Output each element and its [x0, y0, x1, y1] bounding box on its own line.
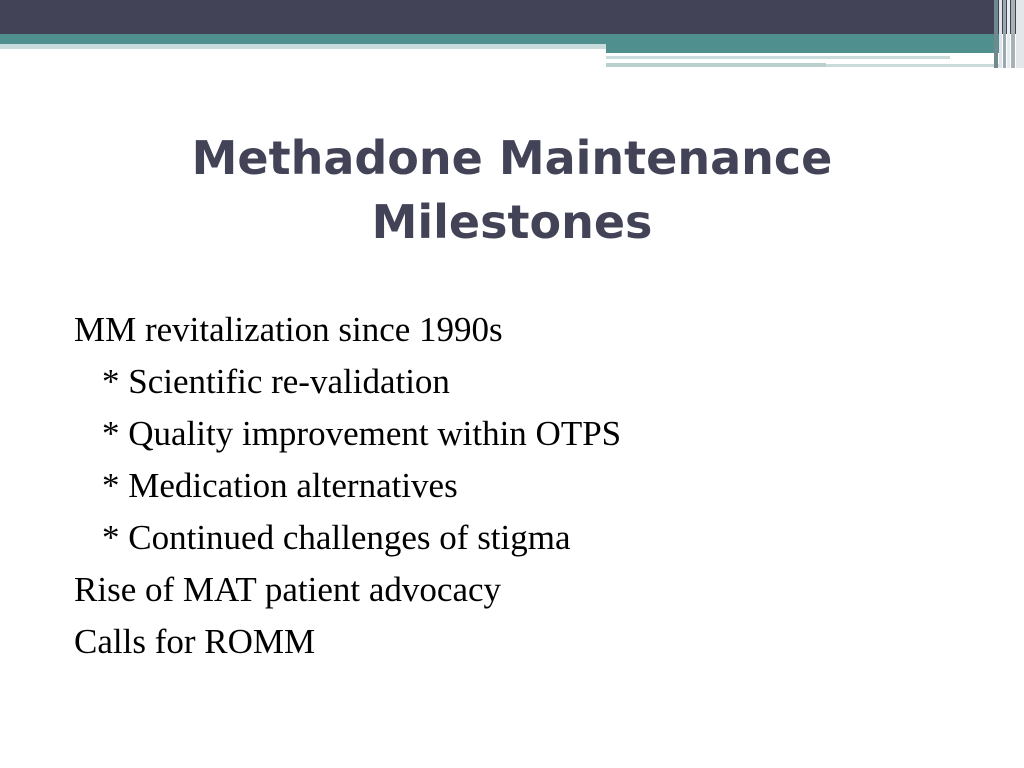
list-item: MM revitalization since 1990s	[74, 310, 503, 349]
slide-title	[0, 126, 1024, 254]
banner-light-stripe	[0, 44, 606, 49]
list-item: Rise of MAT patient advocacy	[74, 570, 502, 609]
list-item-sub: * Scientific re-validation	[102, 362, 450, 401]
list-item-sub: * Quality improvement within OTPS	[102, 414, 622, 453]
list-item-sub: * Continued challenges of stigma	[102, 518, 571, 557]
slide-title-line-1: Methadone Maintenance	[191, 131, 833, 185]
banner-edge-stripe	[994, 0, 998, 68]
slide-title-line-2: Milestones	[371, 195, 653, 249]
banner-edge-stripe	[999, 0, 1002, 68]
banner-teal-lower-bar	[606, 44, 1000, 53]
banner-edge-stripe	[1003, 0, 1006, 68]
banner-line	[606, 63, 826, 67]
banner-edge-stripe	[1007, 0, 1010, 68]
slide-body-list	[74, 304, 621, 668]
banner-dark-bar	[0, 0, 1024, 34]
banner-edge-stripe	[1016, 0, 1024, 68]
banner-line	[826, 64, 1000, 67]
banner-line	[606, 56, 950, 59]
banner-teal-bar	[0, 34, 1000, 44]
list-item-sub: * Medication alternatives	[102, 466, 458, 505]
banner-edge-stripe	[1011, 0, 1015, 68]
list-item: Calls for ROMM	[74, 622, 316, 661]
